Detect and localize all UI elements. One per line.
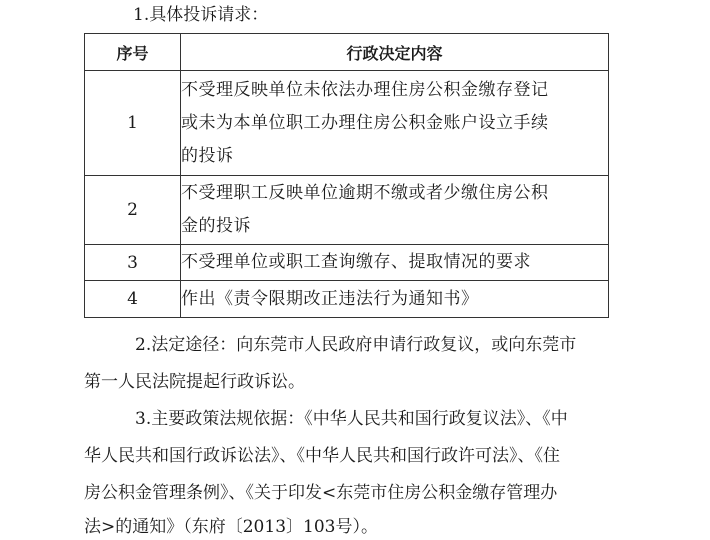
row-number: 2: [85, 176, 181, 245]
table-header-row: [85, 34, 609, 71]
administrative-decision-table: [84, 33, 609, 318]
policy-basis-line-4: 法>的通知》（东府〔2013〕103号）。: [84, 517, 378, 537]
row-content-line: 或未为本单位职工办理住房公积金账户设立手续: [181, 112, 549, 133]
row-content-line: 的投诉: [181, 145, 234, 166]
row-content: [181, 71, 609, 176]
row-number: 1: [85, 71, 181, 176]
policy-basis-line-2: 华人民共和国行政诉讼法》、《中华人民共和国行政许可法》、《住: [84, 446, 560, 466]
table-row: [85, 71, 609, 176]
row-number: 4: [85, 281, 181, 318]
table-row: [85, 281, 609, 318]
row-content-line: 金的投诉: [181, 216, 251, 236]
row-content: [181, 281, 609, 318]
legal-channel-line-1: 2.法定途径：向东莞市人民政府申请行政复议，或向东莞市: [135, 335, 577, 355]
row-content-line: 不受理职工反映单位逾期不缴或者少缴住房公积: [181, 183, 549, 203]
heading-specific-complaint-requests: 1.具体投诉请求：: [133, 5, 269, 25]
header-decision-content: 行政决定内容: [181, 34, 609, 71]
table-row: [85, 176, 609, 245]
row-content: [181, 245, 609, 281]
policy-basis-line-1: 3.主要政策法规依据：《中华人民共和国行政复议法》、《中: [135, 409, 568, 429]
row-number: 3: [85, 245, 181, 281]
row-content-line: 不受理单位或职工查询缴存、提取情况的要求: [181, 252, 531, 272]
row-content-line: 不受理反映单位未依法办理住房公积金缴存登记: [181, 79, 549, 100]
legal-channel-line-2: 第一人民法院提起行政诉讼。: [84, 372, 305, 392]
table-row: [85, 245, 609, 281]
header-serial-number: 序号: [85, 34, 181, 71]
row-content-line: 作出《责令限期改正违法行为通知书》: [181, 288, 479, 309]
row-content: [181, 176, 609, 245]
policy-basis-line-3: 房公积金管理条例》、《关于印发<东莞市住房公积金缴存管理办: [84, 483, 558, 503]
